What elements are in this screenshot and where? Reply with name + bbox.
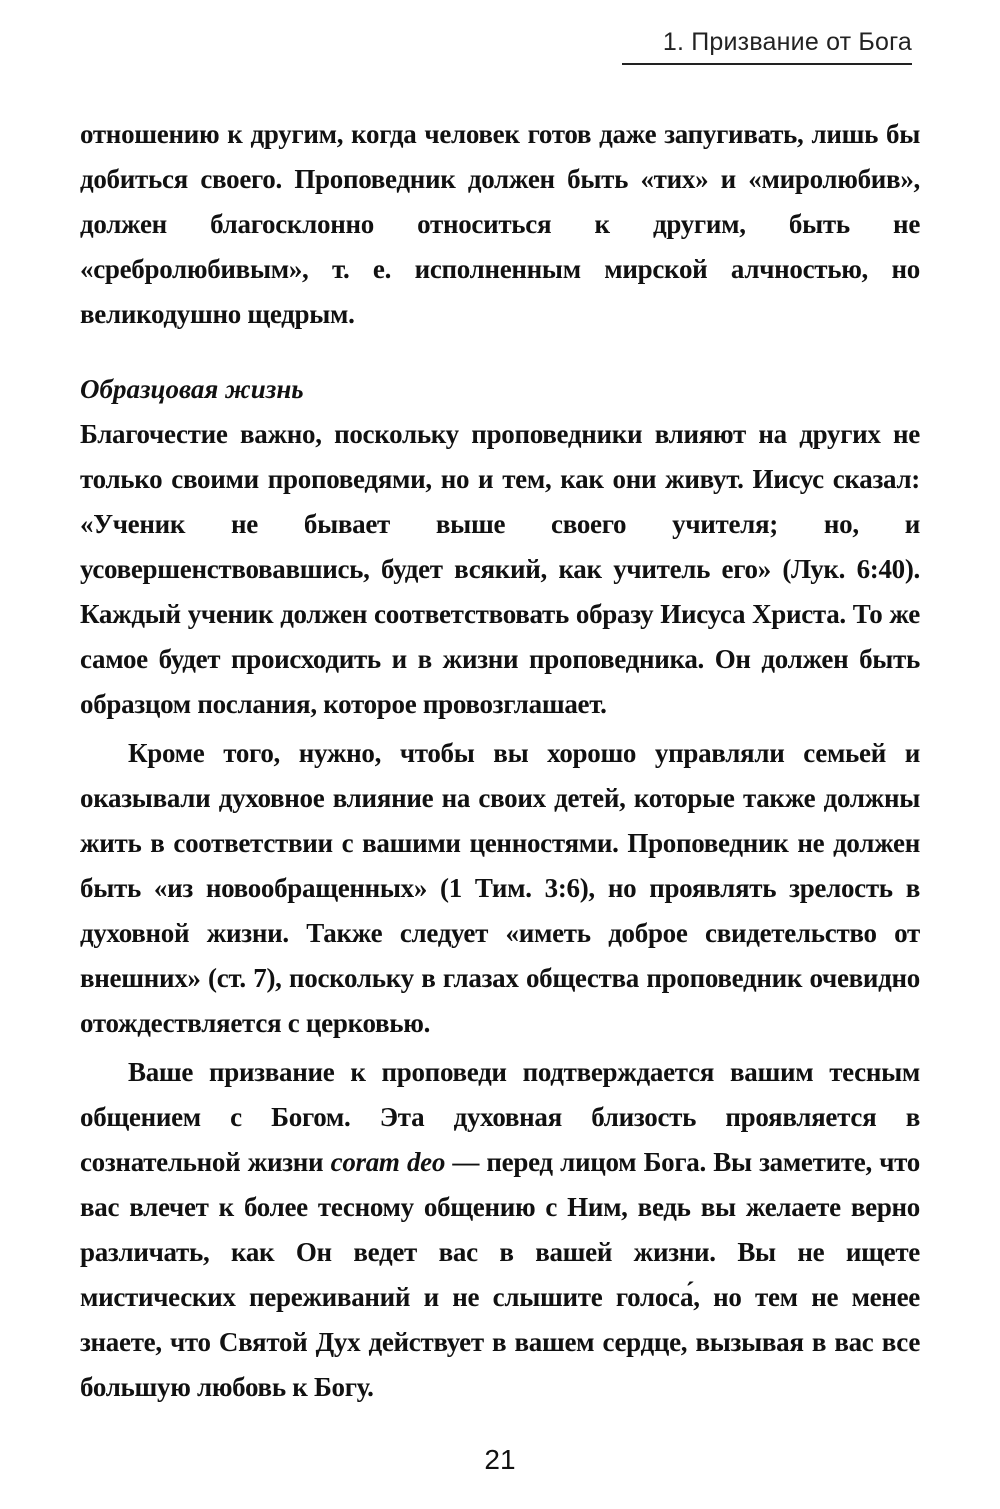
paragraph-text: Ваше призвание к проповеди подтверждается вашим тесным общением с Богом. Эта духовная близость проявляется в сознательной жизни	[80, 1057, 920, 1177]
running-header: 1. Призвание от Бога	[622, 28, 912, 65]
page-number: 21	[484, 1444, 516, 1475]
paragraph	[80, 1050, 920, 1410]
latin-phrase: coram deo	[330, 1147, 446, 1177]
paragraph: Благочестие важно, поскольку проповедники влияют на других не только своими проповедями, но и тем, как они живут. Иисус сказал: «Ученик не бывает выше своего учителя; но, и усовершенствовавшись, будет всякий, как учитель его» (Лук. 6:40). Каждый ученик должен соответствовать образу Иисуса Христа. То же самое будет происходить и в жизни проповедника. Он должен быть образцом послания, которое провозглашает.	[80, 419, 920, 719]
page-body	[80, 112, 920, 1410]
section-heading: Образцовая жизнь	[80, 374, 304, 404]
paragraph: отношению к другим, когда человек готов даже запугивать, лишь бы добиться своего. Проповедник должен быть «тих» и «миролюбив», должен благосклонно относиться к другим, быть не «сребролюбивым», т. е. исполненным мирской алчностью, но великодушно щедрым.	[80, 119, 920, 329]
paragraph: Кроме того, нужно, чтобы вы хорошо управляли семьей и оказывали духовное влияние на своих детей, которые также должны жить в соответствии с вашими ценностями. Проповедник не должен быть «из новообращенных» (1 Тим. 3:6), но проявлять зрелость в духовной жизни. Также следует «иметь доброе свидетельство от внешних» (ст. 7), поскольку в глазах общества проповедник очевидно отождествляется с церковью.	[80, 738, 920, 1038]
paragraph-text: — перед лицом Бога. Вы заметите, что вас влечет к более тесному общению с Ним, ведь вы желаете верно различать, как Он ведет вас в вашей жизни. Вы не ищете мистических переживаний и не слышите голоса́, но тем не менее знаете, что Святой Дух действует в вашем сердце, вызывая в вас все большую любовь к Богу.	[80, 1147, 920, 1402]
